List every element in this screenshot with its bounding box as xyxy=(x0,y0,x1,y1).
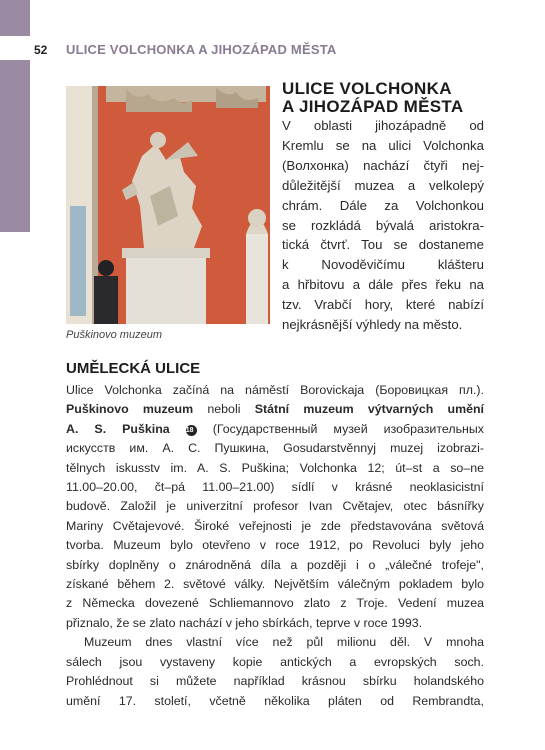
map-marker: 18 xyxy=(186,425,197,436)
sidebar-title xyxy=(282,80,482,116)
sidebar-line: tzv. Vrabčí hory, které nabízí xyxy=(282,297,484,313)
body-line: tělnych iskusstv im. A. S. Puškina; Volchonka 12; út–st a so–ne xyxy=(66,460,484,475)
body-line: z Německa dovezené Schliemannovo zlato z Troje. Vedení muzea xyxy=(66,596,484,611)
museum-full-name-end: A. S. Puškina xyxy=(66,421,170,436)
sidebar-title-line: A JIHOZÁPAD MĚSTA xyxy=(282,97,464,116)
body-line: tvorba. Muzeum bylo otevřeno v roce 1912, po Revoluci byly jeho xyxy=(66,538,484,553)
body-text: neboli xyxy=(193,402,255,417)
body-line: získané během 2. světové války. Největším válečným pokladem bylo xyxy=(66,577,484,592)
sidebar-line: (Волхонка) nachází čtyři nej- xyxy=(282,157,484,173)
sidebar-line: nejkrásnější výhledy na město. xyxy=(282,317,463,333)
body-line: sbírky doplněny o znárodněná díla a později i o „válečné trofeje", xyxy=(66,557,484,572)
photo-caption: Puškinovo muzeum xyxy=(66,329,162,341)
sidebar-intro xyxy=(282,116,484,335)
running-title: ULICE VOLCHONKA A JIHOZÁPAD MĚSTA xyxy=(66,42,337,57)
sidebar-line: k Novoděvičímu klášteru xyxy=(282,257,484,273)
chapter-tab-top xyxy=(0,0,30,36)
chapter-tab-side xyxy=(0,60,30,232)
body-line: budově. Založil je univerzitní profesor Ivan Cvětajev, otec básnířky xyxy=(66,499,484,514)
sidebar-title-line: ULICE VOLCHONKA xyxy=(282,79,452,98)
museum-full-name: Státní muzeum výtvarných umění xyxy=(254,402,484,417)
body-line: Mariny Cvětajevové. Široké veřejnosti je zde představována světová xyxy=(66,518,484,533)
body-line: Ulice Volchonka začíná na náměstí Borovickaja (Боровицкая пл.). xyxy=(66,383,484,397)
section-heading: UMĚLECKÁ ULICE xyxy=(66,360,201,377)
body-line: 11.00–20.00, čt–pá 11.00–21.00) sídlí v krásné neoklasicistní xyxy=(66,480,484,495)
sidebar-line: V oblasti jihozápadně od xyxy=(282,118,484,133)
page-number: 52 xyxy=(34,43,48,57)
body-line xyxy=(66,400,484,419)
body-line xyxy=(66,420,484,439)
body-line: Prohlédnout si můžete například krásnou sbírku holandského xyxy=(66,674,484,689)
sidebar-line: chrám. Dále za Volchonkou xyxy=(282,197,484,213)
sidebar-line: se rozkládá bývalá aristokra- xyxy=(282,217,484,233)
section-body xyxy=(66,381,484,711)
sidebar-line: důležitější muzea a velkolepý xyxy=(282,177,484,193)
body-line: искусств им. А. С. Пушкина, Gosudarstvěnnyj muzej izobrazi- xyxy=(66,441,484,456)
sidebar-line: Kremlu se na ulici Volchonka xyxy=(282,137,484,153)
sidebar-line: a hřbitovu a dále přes řeku na xyxy=(282,277,484,293)
body-text: (Государственный музей изобразительных xyxy=(196,421,484,436)
museum-photo xyxy=(66,86,270,324)
body-line: Muzeum dnes vlastní více než půl milionu děl. V mnoha xyxy=(84,635,484,650)
body-line: přiznalo, že se zlato nachází v jeho sbírkách, teprve v roce 1993. xyxy=(66,615,423,630)
body-line: sálech jsou vystaveny kopie antických a evropských soch. xyxy=(66,654,484,669)
sidebar-line: tická čtvrť. Tou se dostaneme xyxy=(282,237,484,253)
body-line: umění 17. století, včetně několika pláten od Rembrandta, xyxy=(66,693,484,708)
museum-name: Puškinovo muzeum xyxy=(66,402,194,417)
